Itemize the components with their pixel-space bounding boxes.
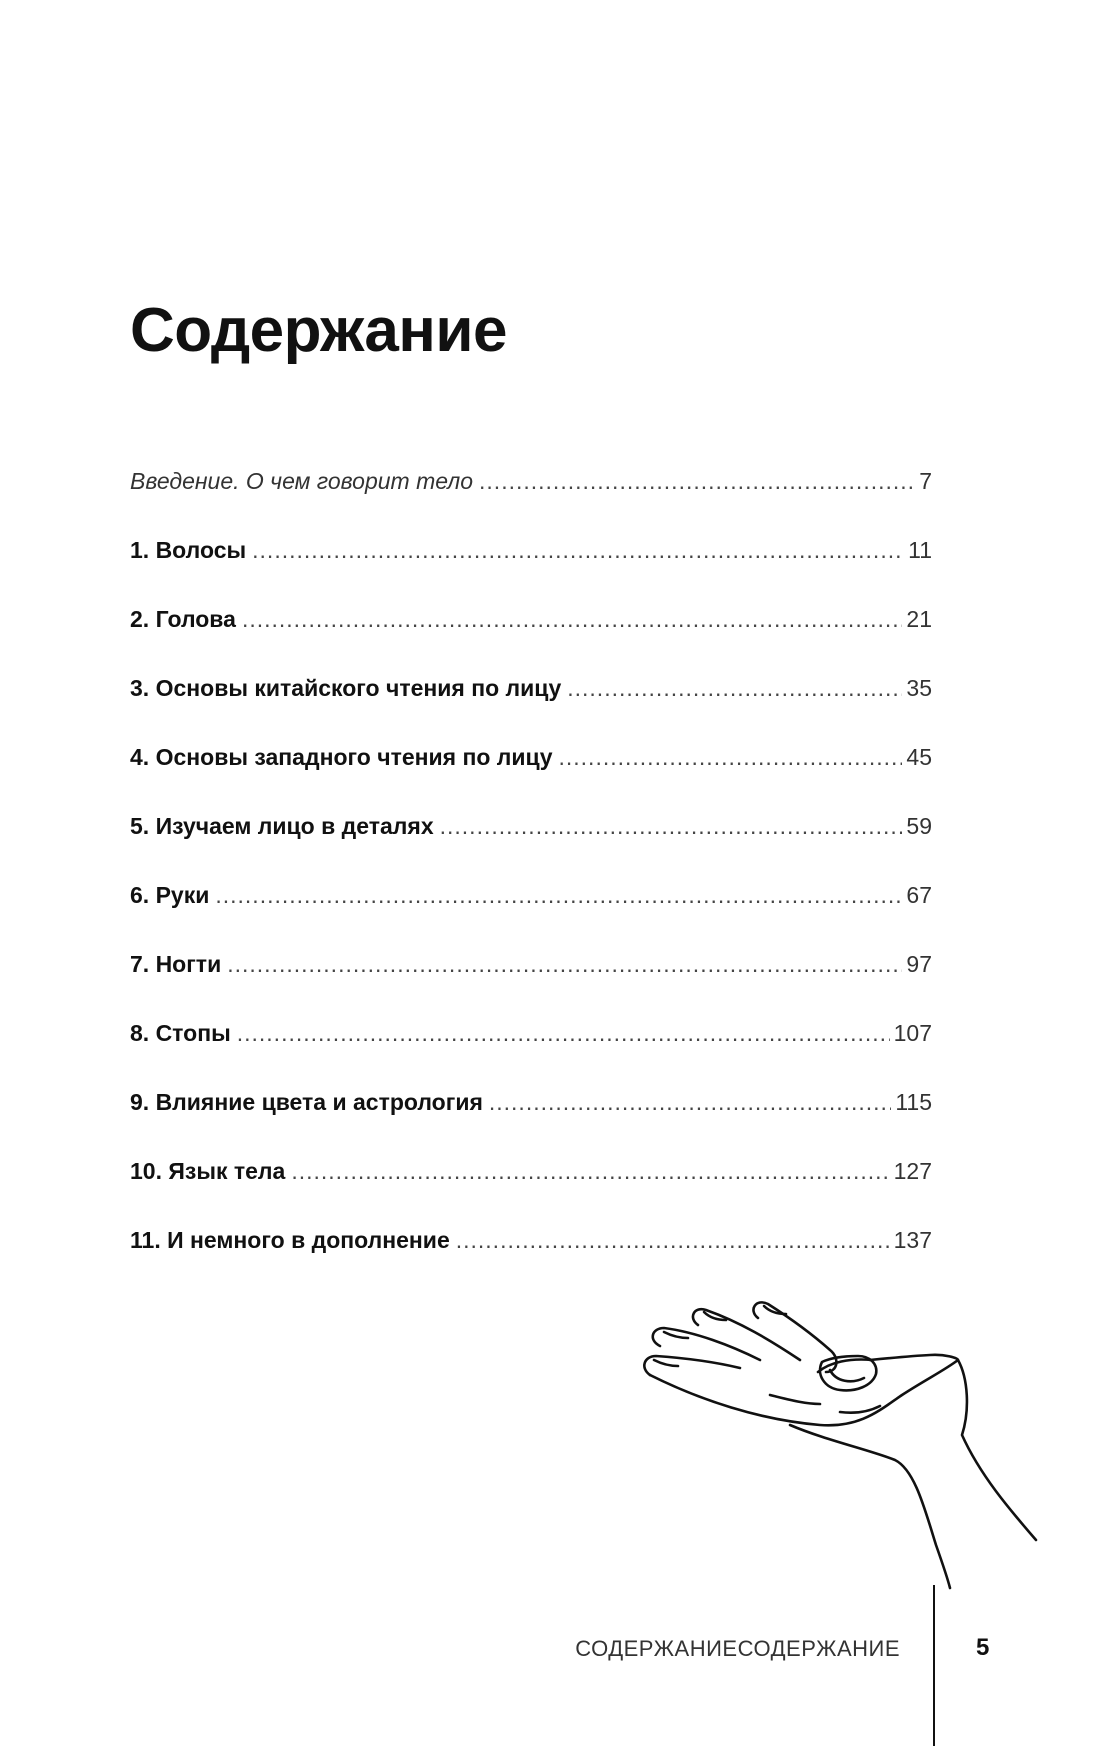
toc-entry-page: 97	[906, 951, 932, 977]
toc-entry-label: 8. Стопы	[130, 1020, 231, 1046]
toc-leader-dots	[242, 606, 902, 633]
table-of-contents	[130, 468, 932, 1296]
toc-entry-label: 2. Голова	[130, 606, 236, 632]
toc-entry-page: 127	[893, 1158, 932, 1184]
toc-entry-chapter-2[interactable]	[130, 606, 932, 675]
toc-leader-dots	[440, 813, 903, 840]
toc-entry-chapter-7[interactable]	[130, 951, 932, 1020]
toc-entry-label: 1. Волосы	[130, 537, 247, 563]
open-palm-hand-drawing-icon	[640, 1300, 1050, 1590]
toc-leader-dots	[227, 951, 902, 978]
toc-leader-dots	[489, 1089, 891, 1116]
page-number: 5	[976, 1634, 990, 1661]
toc-entry-label: 7. Ногти	[130, 951, 222, 977]
toc-entry-page: 107	[893, 1020, 932, 1046]
toc-leader-dots	[559, 744, 903, 771]
footer-divider	[933, 1585, 935, 1746]
toc-entry-label: 9. Влияние цвета и астрология	[130, 1089, 483, 1115]
toc-entry-label: 5. Изучаем лицо в деталях	[130, 813, 434, 839]
toc-entry-chapter-1[interactable]	[130, 537, 932, 606]
toc-entry-page: 45	[906, 744, 932, 770]
toc-entry-page: 115	[895, 1089, 932, 1115]
toc-entry-chapter-6[interactable]	[130, 882, 932, 951]
toc-leader-dots	[252, 537, 904, 564]
toc-entry-chapter-11[interactable]	[130, 1227, 932, 1296]
toc-entry-label: Введение. О чем говорит тело	[130, 468, 474, 494]
toc-entry-label: 11. И немного в дополнение	[130, 1227, 450, 1253]
toc-entry-page: 59	[906, 813, 932, 839]
toc-entry-chapter-5[interactable]	[130, 813, 932, 882]
toc-leader-dots	[479, 468, 915, 495]
page-title: Содержание	[130, 296, 507, 365]
toc-entry-chapter-8[interactable]	[130, 1020, 932, 1089]
toc-entry-intro[interactable]	[130, 468, 932, 537]
running-head: СОДЕРЖАНИЕСОДЕРЖАНИЕ	[575, 1636, 900, 1661]
toc-entry-page: 67	[906, 882, 932, 908]
toc-entry-label: 10. Язык тела	[130, 1158, 286, 1184]
toc-entry-chapter-4[interactable]	[130, 744, 932, 813]
toc-entry-page: 7	[919, 468, 932, 494]
toc-entry-page: 11	[908, 537, 932, 563]
toc-leader-dots	[237, 1020, 890, 1047]
toc-entry-page: 35	[906, 675, 932, 701]
toc-entry-page: 21	[906, 606, 932, 632]
toc-entry-label: 6. Руки	[130, 882, 210, 908]
toc-leader-dots	[567, 675, 902, 702]
toc-entry-page: 137	[893, 1227, 932, 1253]
toc-entry-chapter-10[interactable]	[130, 1158, 932, 1227]
toc-entry-label: 4. Основы западного чтения по лицу	[130, 744, 553, 770]
toc-entry-chapter-9[interactable]	[130, 1089, 932, 1158]
toc-entry-chapter-3[interactable]	[130, 675, 932, 744]
toc-leader-dots	[456, 1227, 890, 1254]
toc-leader-dots	[291, 1158, 889, 1185]
toc-leader-dots	[215, 882, 902, 909]
toc-entry-label: 3. Основы китайского чтения по лицу	[130, 675, 562, 701]
